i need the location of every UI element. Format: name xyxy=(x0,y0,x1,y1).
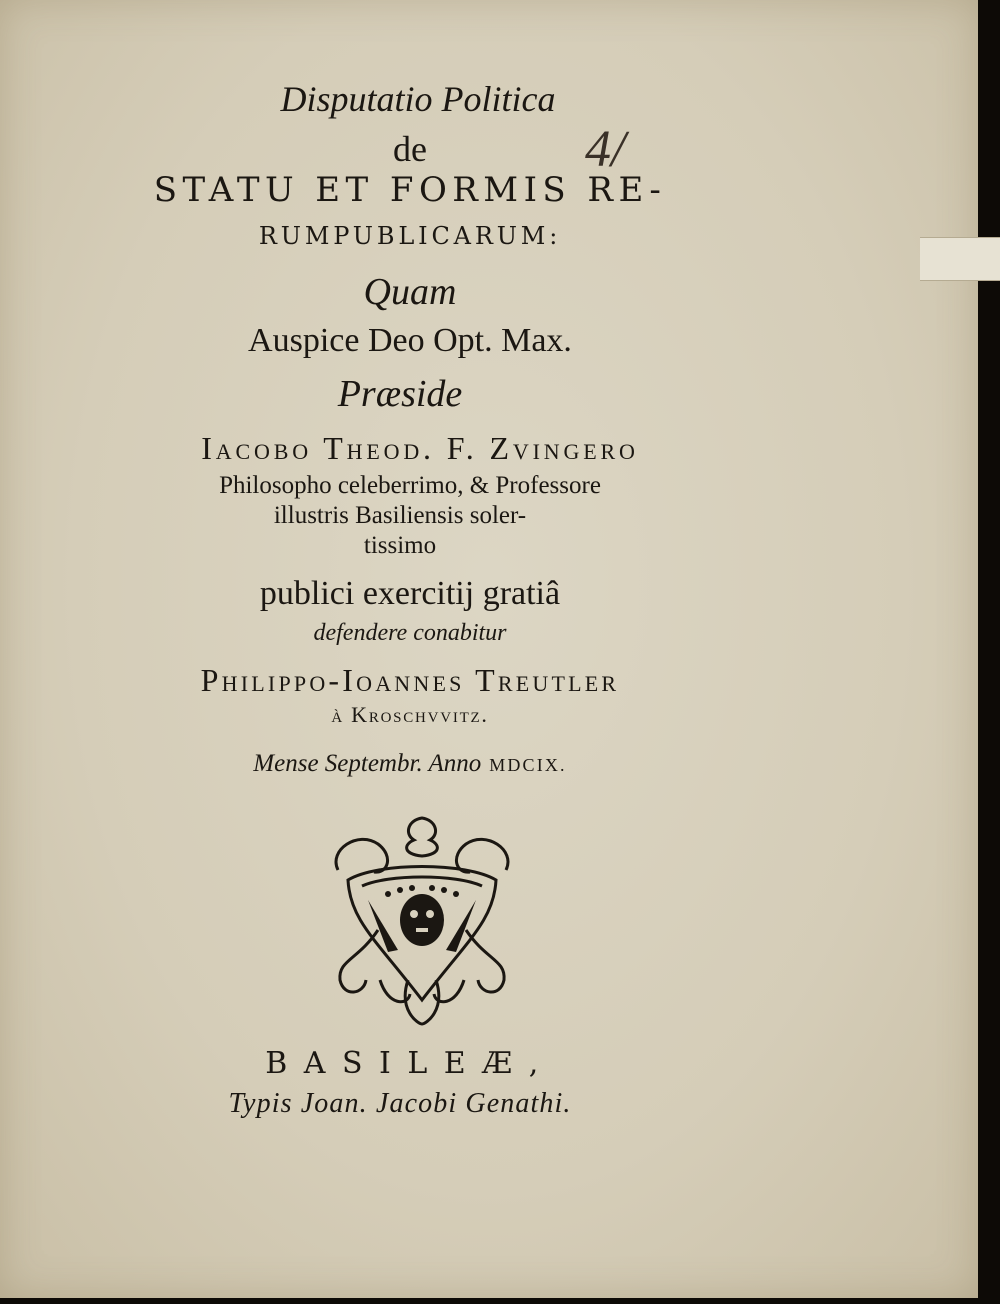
title-line-treutler: Philippo-Ioannes Treutler xyxy=(200,662,620,698)
date-text: Mense Septembr. Anno xyxy=(253,750,482,777)
title-line-quam: Quam xyxy=(363,271,457,313)
date-year: MDCIX. xyxy=(489,755,567,775)
imprint-city: BASILEÆ, xyxy=(265,1046,555,1081)
title-line-auspice: Auspice Deo Opt. Max. xyxy=(248,322,572,359)
title-line-de: de xyxy=(393,129,427,169)
title-line-tissimo: tissimo xyxy=(363,532,437,559)
title-line-illustris: illustris Basiliensis soler- xyxy=(273,502,527,529)
title-line-defendere: defendere conabitur xyxy=(313,620,507,646)
printers-ornament-icon xyxy=(318,810,526,1030)
title-line-philosopho: Philosopho celeberrimo, & Professore xyxy=(219,472,601,499)
title-line-kroschvvitz: à Kroschvvitz. xyxy=(331,702,489,727)
title-line-praeside: Præside xyxy=(337,373,463,415)
title-line-statu: STATU ET FORMIS RE- xyxy=(153,170,667,210)
imprint-printer: Typis Joan. Jacobi Genathi. xyxy=(228,1088,572,1119)
title-line-disputatio: Disputatio Politica xyxy=(280,79,556,119)
page-tab-marker xyxy=(920,237,1000,281)
handwritten-number-text: 4/ xyxy=(585,121,626,178)
title-line-rumpublicarum: RUMPUBLICARUM: xyxy=(258,222,562,250)
title-line-zvingero: Iacobo Theod. F. Zvingero xyxy=(201,430,639,466)
title-line-date xyxy=(10,748,810,778)
title-line-publici: publici exercitij gratiâ xyxy=(259,575,561,612)
